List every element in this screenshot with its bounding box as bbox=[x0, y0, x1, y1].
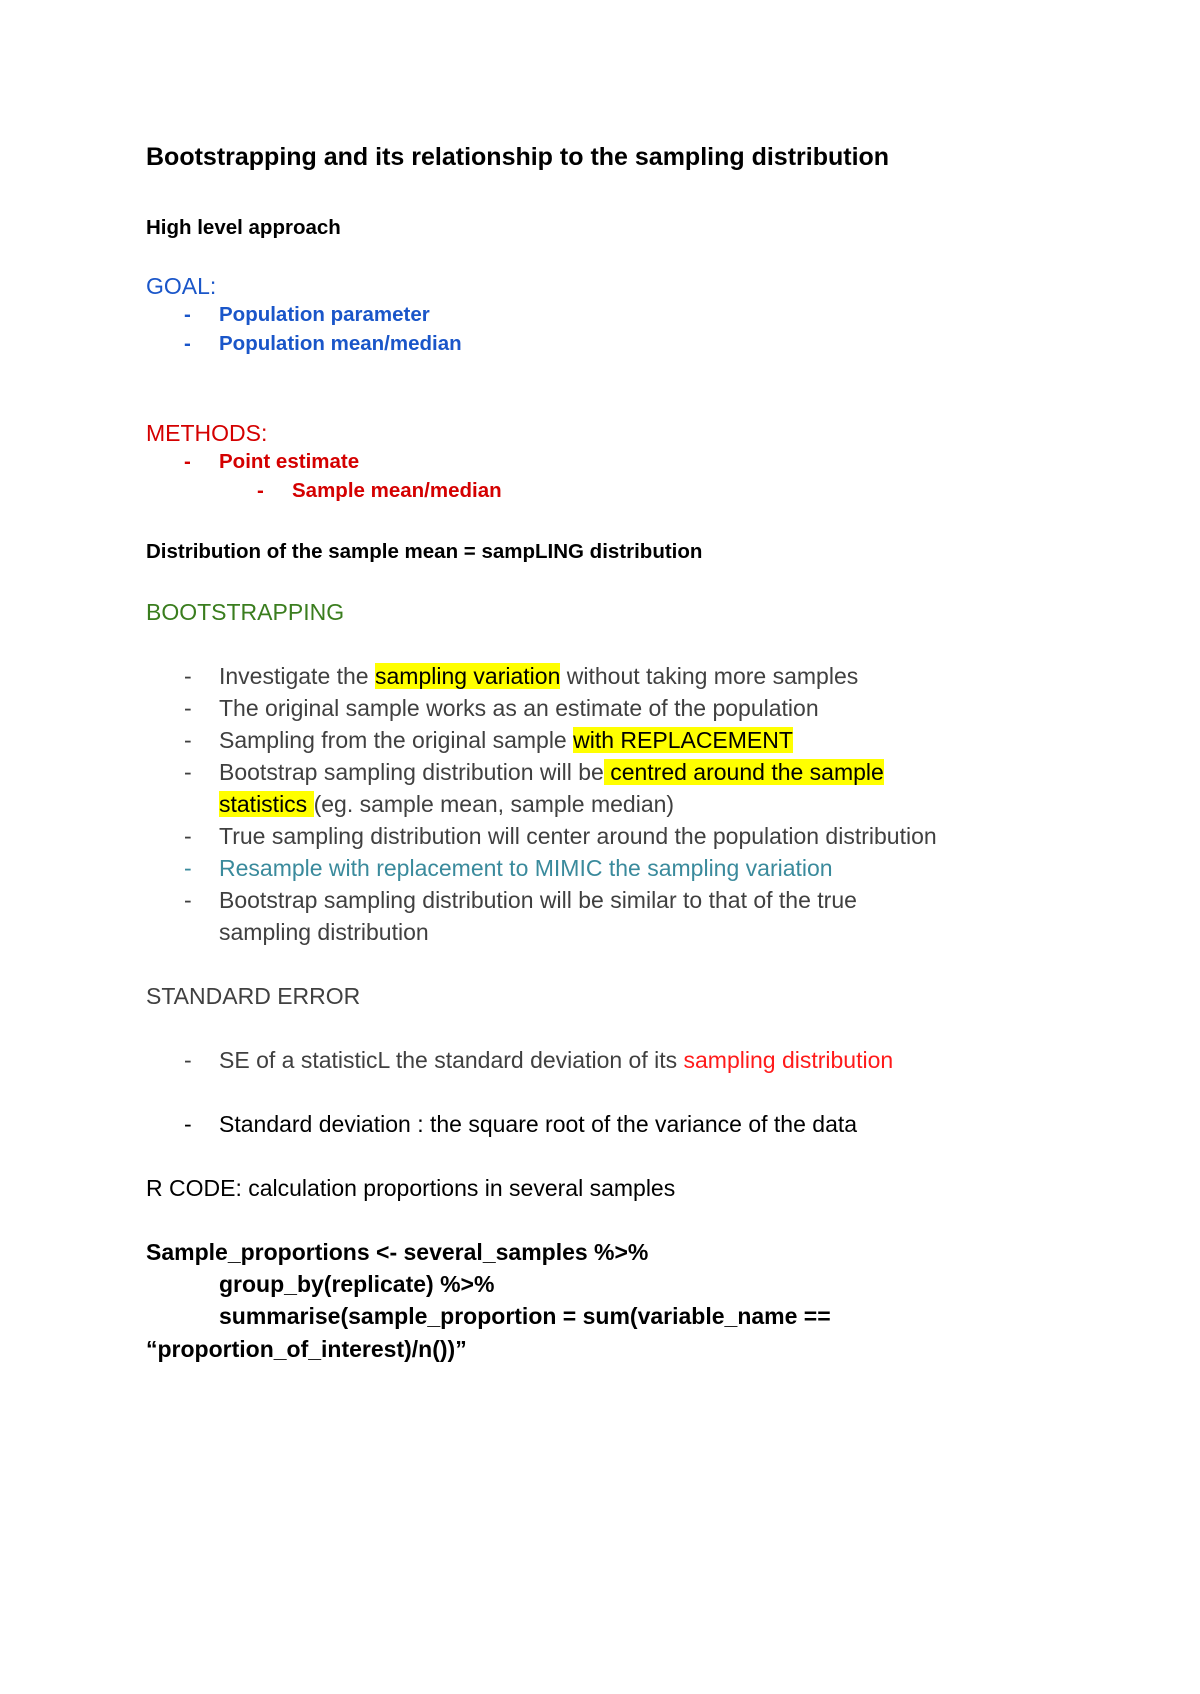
bootstrapping-heading: BOOTSTRAPPING bbox=[146, 599, 345, 625]
code-line: “proportion_of_interest)/n())” bbox=[146, 1336, 467, 1362]
methods-subitem: Sample mean/median bbox=[292, 479, 502, 502]
bullet-dash: - bbox=[184, 823, 192, 849]
code-line: Sample_proportions <- several_samples %>% bbox=[146, 1239, 649, 1265]
standard-error-bullet-2: Standard deviation : the square root of the variance of the data bbox=[219, 1111, 858, 1137]
sampling-distribution-term: sampling distribution bbox=[683, 1047, 894, 1073]
goal-heading: GOAL: bbox=[146, 273, 217, 299]
goal-item: Population mean/median bbox=[219, 332, 462, 355]
subtitle: High level approach bbox=[146, 216, 341, 239]
bootstrapping-bullet-7: Bootstrap sampling distribution will be similar to that of the true bbox=[219, 887, 857, 913]
highlight: statistics bbox=[219, 791, 314, 817]
methods-item: Point estimate bbox=[219, 450, 360, 473]
bootstrapping-bullet-5: True sampling distribution will center around the population distribution bbox=[219, 823, 937, 849]
bullet-dash: - bbox=[184, 663, 192, 689]
goal-item: Population parameter bbox=[219, 303, 430, 326]
highlight: centred around the sample bbox=[603, 759, 884, 785]
distribution-line: Distribution of the sample mean = sampLING distribution bbox=[146, 540, 703, 563]
bootstrapping-bullet-4-cont: statistics (eg. sample mean, sample median) bbox=[219, 791, 675, 817]
document-title: Bootstrapping and its relationship to the sampling distribution bbox=[146, 143, 890, 171]
bootstrapping-bullet-2: The original sample works as an estimate of the population bbox=[219, 695, 819, 721]
bullet-dash: - bbox=[184, 1111, 192, 1137]
bootstrapping-bullet-1: Investigate the sampling variation without taking more samples bbox=[219, 663, 859, 689]
highlight: sampling variation bbox=[375, 663, 561, 689]
bullet-dash: - bbox=[184, 695, 192, 721]
bootstrapping-bullet-7-cont: sampling distribution bbox=[219, 919, 429, 945]
bullet-dash: - bbox=[184, 727, 192, 753]
bullet-dash: - bbox=[184, 303, 191, 326]
bootstrapping-bullet-3: Sampling from the original sample with REPLACEMENT bbox=[219, 727, 793, 753]
code-line: group_by(replicate) %>% bbox=[219, 1271, 495, 1297]
bullet-dash: - bbox=[184, 332, 191, 355]
bullet-dash: - bbox=[184, 759, 192, 785]
bullet-dash: - bbox=[184, 887, 192, 913]
bullet-dash: - bbox=[184, 855, 192, 881]
bootstrapping-bullet-4: Bootstrap sampling distribution will be centred around the sample bbox=[219, 759, 884, 785]
bullet-dash: - bbox=[184, 1047, 192, 1073]
bullet-dash: - bbox=[257, 479, 264, 502]
highlight: with REPLACEMENT bbox=[573, 727, 793, 753]
standard-error-heading: STANDARD ERROR bbox=[146, 983, 361, 1009]
methods-heading: METHODS: bbox=[146, 420, 268, 446]
bootstrapping-bullet-6: Resample with replacement to MIMIC the sampling variation bbox=[219, 855, 833, 881]
r-code-heading: R CODE: calculation proportions in several samples bbox=[146, 1175, 676, 1201]
bullet-dash: - bbox=[184, 450, 191, 473]
code-line: summarise(sample_proportion = sum(variable_name == bbox=[219, 1303, 831, 1329]
standard-error-bullet-1: SE of a statisticL the standard deviation of its sampling distribution bbox=[219, 1047, 894, 1073]
